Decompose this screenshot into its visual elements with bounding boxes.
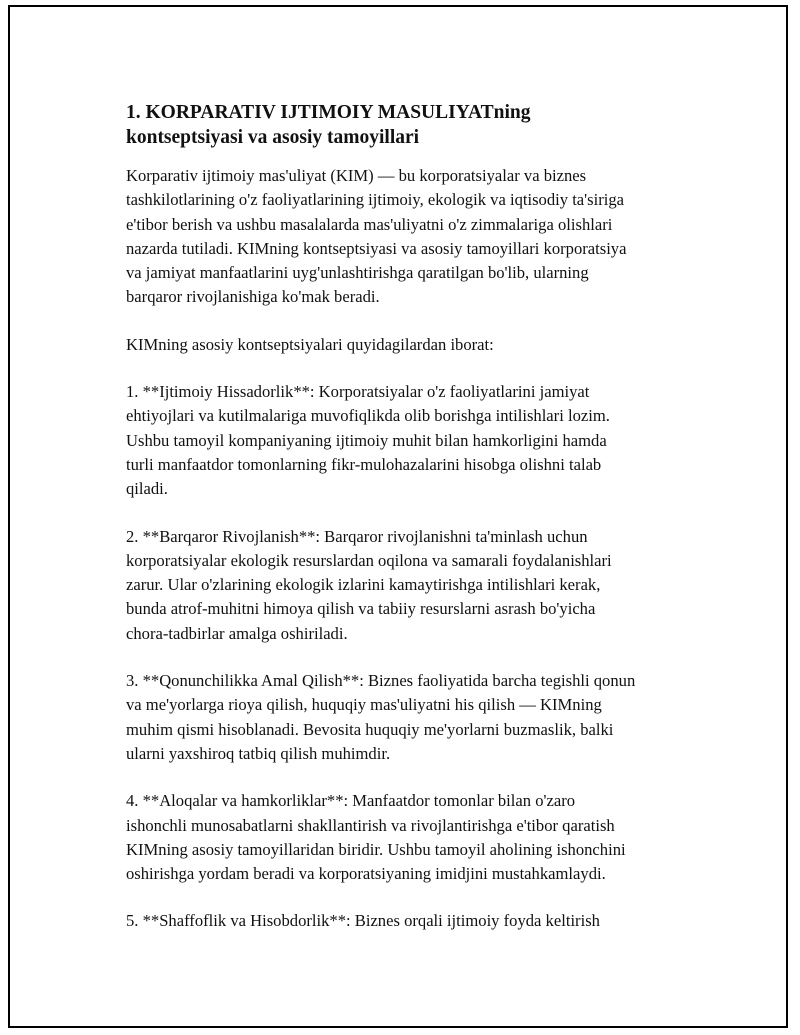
text-line: zarur. Ular o'zlarining ekologik izlarini kamaytirishga intilishlari kerak,	[126, 575, 601, 595]
text-line: ehtiyojlari va kutilmalariga muvofiqlikda olib borishga intilishlari lozim.	[126, 406, 610, 426]
text-line: Ushbu tamoyil kompaniyaning ijtimoiy muhit bilan hamkorligini hamda	[126, 430, 607, 450]
text-line: ishonchli munosabatlarni shakllantirish va rivojlantirishga e'tibor qaratish	[126, 815, 615, 835]
section-heading	[126, 100, 706, 150]
heading-line-1: 1. KORPARATIV IJTIMOIY MASULIYATning	[126, 102, 531, 123]
text-line: KIMning asosiy kontseptsiyalari quyidagilardan iborat:	[126, 334, 494, 354]
text-line: va me'yorlarga rioya qilish, huquqiy mas'uliyatni his qilish — KIMning	[126, 695, 602, 715]
text-line: nazarda tutiladi. KIMning kontseptsiyasi va asosiy tamoyillari korporatsiya	[126, 238, 627, 258]
text-line: muhim qismi hisoblanadi. Bevosita huquqiy me'yorlarni buzmaslik, balki	[126, 719, 614, 739]
document-body	[126, 100, 706, 957]
text-line: va jamiyat manfaatlarini uyg'unlashtirishga qaratilgan bo'lib, ularning	[126, 263, 589, 283]
text-line: 3. **Qonunchilikka Amal Qilish**: Biznes faoliyatida barcha tegishli qonun	[126, 671, 636, 691]
text-line: tashkilotlarining o'z faoliyatlarining ijtimoiy, ekologik va iqtisodiy ta'siriga	[126, 190, 625, 210]
heading-line-2: kontseptsiyasi va asosiy tamoyillari	[126, 127, 420, 148]
text-line: 1. **Ijtimoiy Hissadorlik**: Korporatsiyalar o'z faoliyatlarini jamiyat	[126, 382, 590, 402]
text-line: bunda atrof-muhitni himoya qilish va tabiiy resurslarni asrash bo'yicha	[126, 599, 596, 619]
text-line: ularni yaxshiroq tatbiq qilish muhimdir.	[126, 743, 391, 763]
page-frame	[8, 5, 788, 1028]
text-line: KIMning asosiy tamoyillaridan biridir. Ushbu tamoyil aholining ishonchini	[126, 839, 626, 859]
list-item-4	[126, 789, 706, 886]
text-line: barqaror rivojlanishiga ko'mak beradi.	[126, 287, 380, 307]
paragraph-list-intro	[126, 333, 706, 357]
text-line: chora-tadbirlar amalga oshiriladi.	[126, 623, 348, 643]
text-line: korporatsiyalar ekologik resurslardan oqilona va samarali foydalanishlari	[126, 550, 612, 570]
list-item-1	[126, 380, 706, 501]
list-item-2	[126, 525, 706, 646]
text-line: Korparativ ijtimoiy mas'uliyat (KIM) — bu korporatsiyalar va biznes	[126, 166, 587, 185]
text-line: 4. **Aloqalar va hamkorliklar**: Manfaatdor tomonlar bilan o'zaro	[126, 791, 576, 811]
text-line: qiladi.	[126, 479, 168, 499]
text-line: e'tibor berish va ushbu masalalarda mas'uliyatni o'z zimmalariga olishlari	[126, 214, 613, 234]
list-item-3	[126, 669, 706, 766]
text-line: turli manfaatdor tomonlarning fikr-mulohazalarini hisobga olishni talab	[126, 454, 602, 474]
list-item-5	[126, 909, 706, 933]
paragraph-intro	[126, 164, 706, 310]
text-line: 2. **Barqaror Rivojlanish**: Barqaror rivojlanishni ta'minlash uchun	[126, 526, 588, 546]
text-line: 5. **Shaffoflik va Hisobdorlik**: Biznes orqali ijtimoiy foyda keltirish	[126, 911, 600, 931]
text-line: oshirishga yordam beradi va korporatsiyaning imidjini mustahkamlaydi.	[126, 864, 606, 884]
